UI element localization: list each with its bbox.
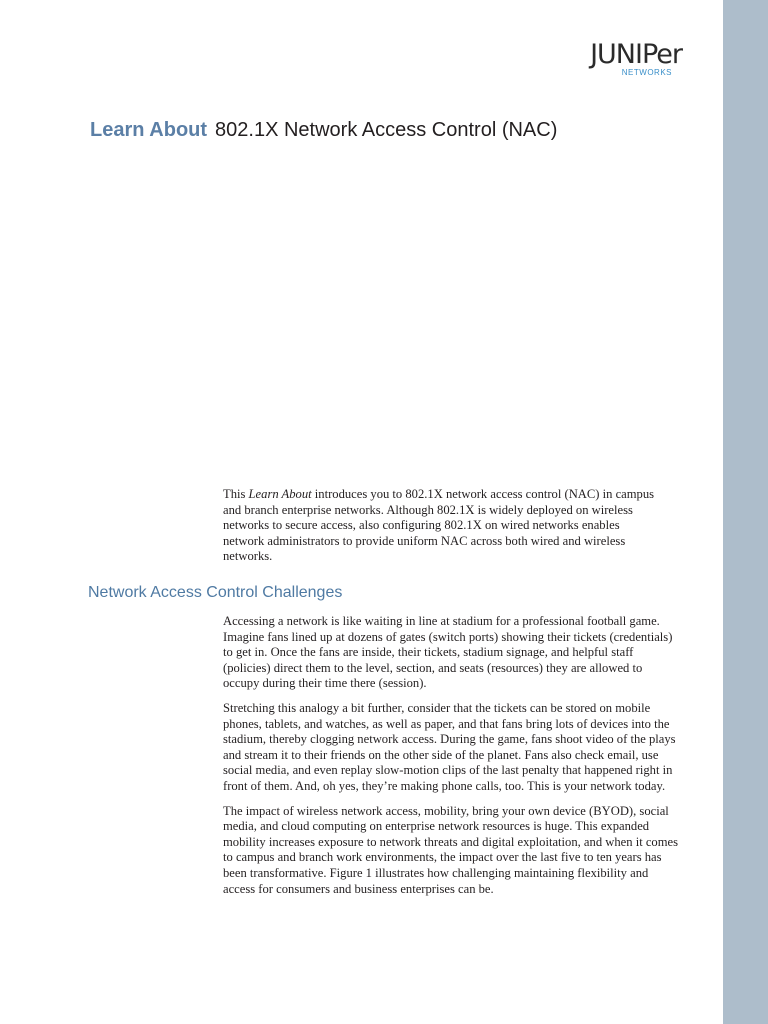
page-title xyxy=(90,116,710,144)
body-paragraph: Accessing a network is like waiting in line at stadium for a professional football game. Imagine fans lined up at dozens of gates (switch ports) showing their tickets (credentials) to get in. Once the fans are inside, their tickets, stadium signage, and helpful staff (policies) direct them to the level, section, and seats (resources) they are allowed to occupy during their time there (session). xyxy=(223,614,673,691)
intro-paragraph xyxy=(223,487,663,565)
intro-suffix: introduces you to 802.1X network access control (NAC) in campus and branch enterprise networks. Although 802.1X is widely deployed on wireless networks to secure access, also configuring 802.1X on wired networks enables network administrators to provide uniform NAC across both wired and wireless networks. xyxy=(223,487,655,564)
body-paragraph: The impact of wireless network access, mobility, bring your own device (BYOD), social media, and cloud computing on enterprise network resources is huge. This expanded mobility increases exposure to network threats and digital exploitation, and when it comes to campus and branch work environments, the impact over the last five to ten years has been transformative. Figure 1 illustrates how challenging maintaining flexibility and access for consumers and business enterprises can be. xyxy=(223,803,679,896)
body-paragraph: Stretching this analogy a bit further, consider that the tickets can be stored on mobile phones, tablets, and watches, as well as paper, and that fans bring lots of devices into the stadium, thereby clogging network access. During the game, fans shoot video of the plays and stream it to their friends on the other side of the planet. Fans also check email, use social media, and even replay slow-motion clips of the last penalty that happened right in front of them. And, oh yes, they’re making phone calls, too. This is your network today. xyxy=(223,700,676,793)
title-topic: 802.1X Network Access Control (NAC) xyxy=(215,119,558,141)
title-series: Learn About xyxy=(90,119,208,141)
intro-prefix: This xyxy=(223,487,249,501)
juniper-logo xyxy=(557,40,682,77)
intro-emphasis: Learn About xyxy=(248,487,312,501)
side-color-band xyxy=(723,0,768,1024)
section-heading: Network Access Control Challenges xyxy=(88,584,343,601)
logo-subtitle: NETWORKS xyxy=(621,68,672,77)
logo-wordmark: JUNIPer xyxy=(590,39,682,70)
section-body xyxy=(223,614,679,906)
